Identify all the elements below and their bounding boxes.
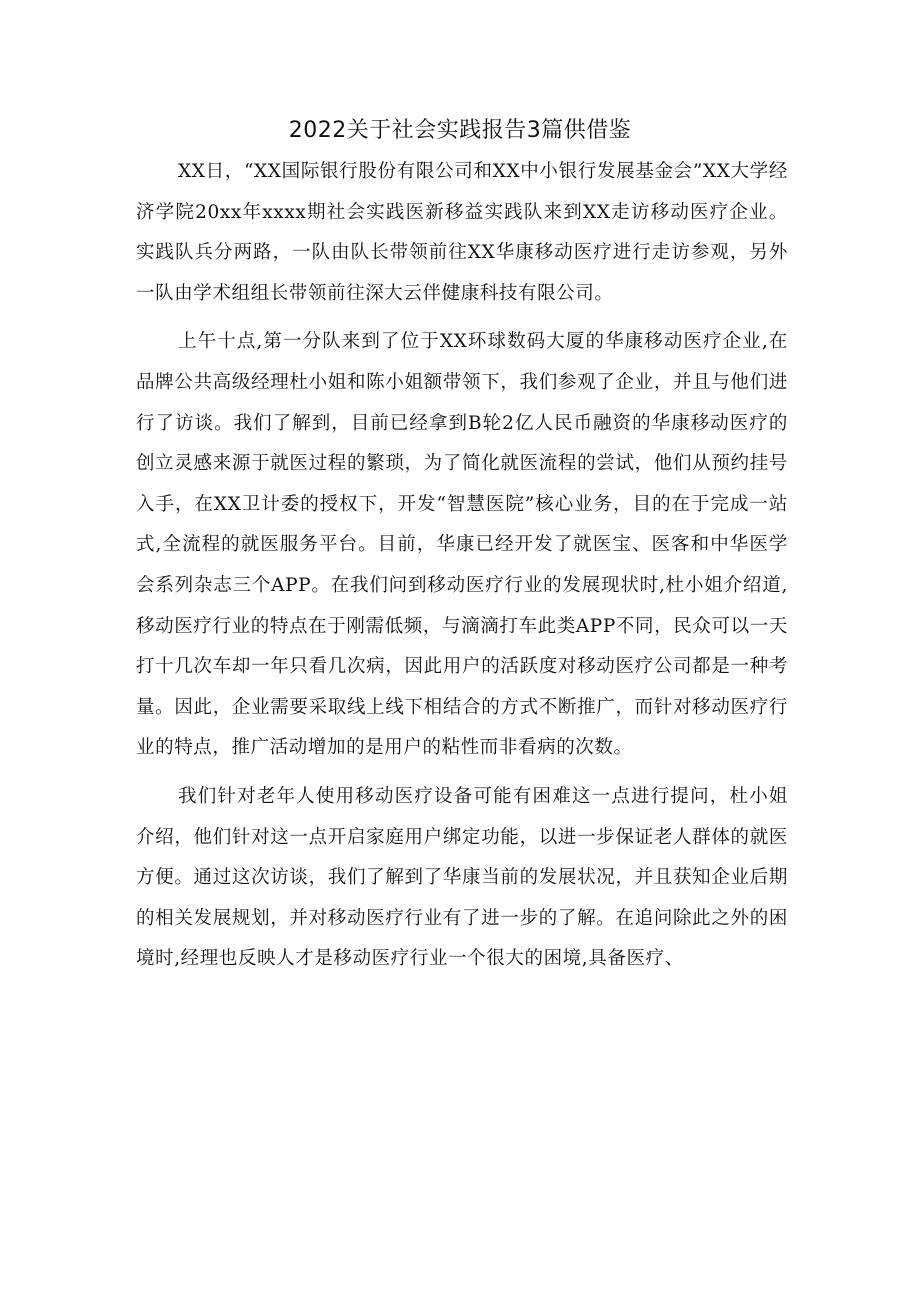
paragraph-1: XX日，“XX国际银行股份有限公司和XX中小银行发展基金会”XX大学经济学院20xx年xxxx期社会实践医新移益实践队来到XX走访移动医疗企业。实践队兵分两路，一队由队长带领前往XX华康移动医疗进行走访参观，另外一队由学术组组长带领前往深大云伴健康科技有限公司。 [136, 161, 788, 304]
paragraph-2: 上午十点,第一分队来到了位于XX环球数码大厦的华康移动医疗企业,在品牌公共高级经理杜小姐和陈小姐额带领下，我们参观了企业，并且与他们进行了访谈。我们了解到，目前已经拿到B轮2亿人民币融资的华康移动医疗的创立灵感来源于就医过程的繁琐，为了简化就医流程的尝试，他们从预约挂号入手，在XX卫计委的授权下，开发“智慧医院”核心业务，目的在于完成一站式,全流程的就医服务平台。目前，华康已经开发了就医宝、医客和中华医学会系列杂志三个APP。在我们问到移动医疗行业的发展现状时,杜小姐介绍道,移动医疗行业的特点在于刚需低频，与滴滴打车此类APP不同，民众可以一天打十几次车却一年只看几次病，因此用户的活跃度对移动医疗公司都是一种考量。因此，企业需要采取线上线下相结合的方式不断推广，而针对移动医疗行业的特点，推广活动增加的是用户的粘性而非看病的次数。 [136, 331, 788, 759]
document-title: 2022关于社会实践报告3篇供借鉴 [288, 118, 632, 143]
document-body [136, 152, 788, 980]
paragraph-3: 我们针对老年人使用移动医疗设备可能有困难这一点进行提问，杜小姐介绍，他们针对这一点开启家庭用户绑定功能，以进一步保证老人群体的就医方便。通过这次访谈，我们了解到了华康当前的发展状况，并且获知企业后期的相关发展规划，并对移动医疗行业有了进一步的了解。在追问除此之外的困境时,经理也反映人才是移动医疗行业一个很大的困境,具备医疗、 [136, 785, 788, 970]
